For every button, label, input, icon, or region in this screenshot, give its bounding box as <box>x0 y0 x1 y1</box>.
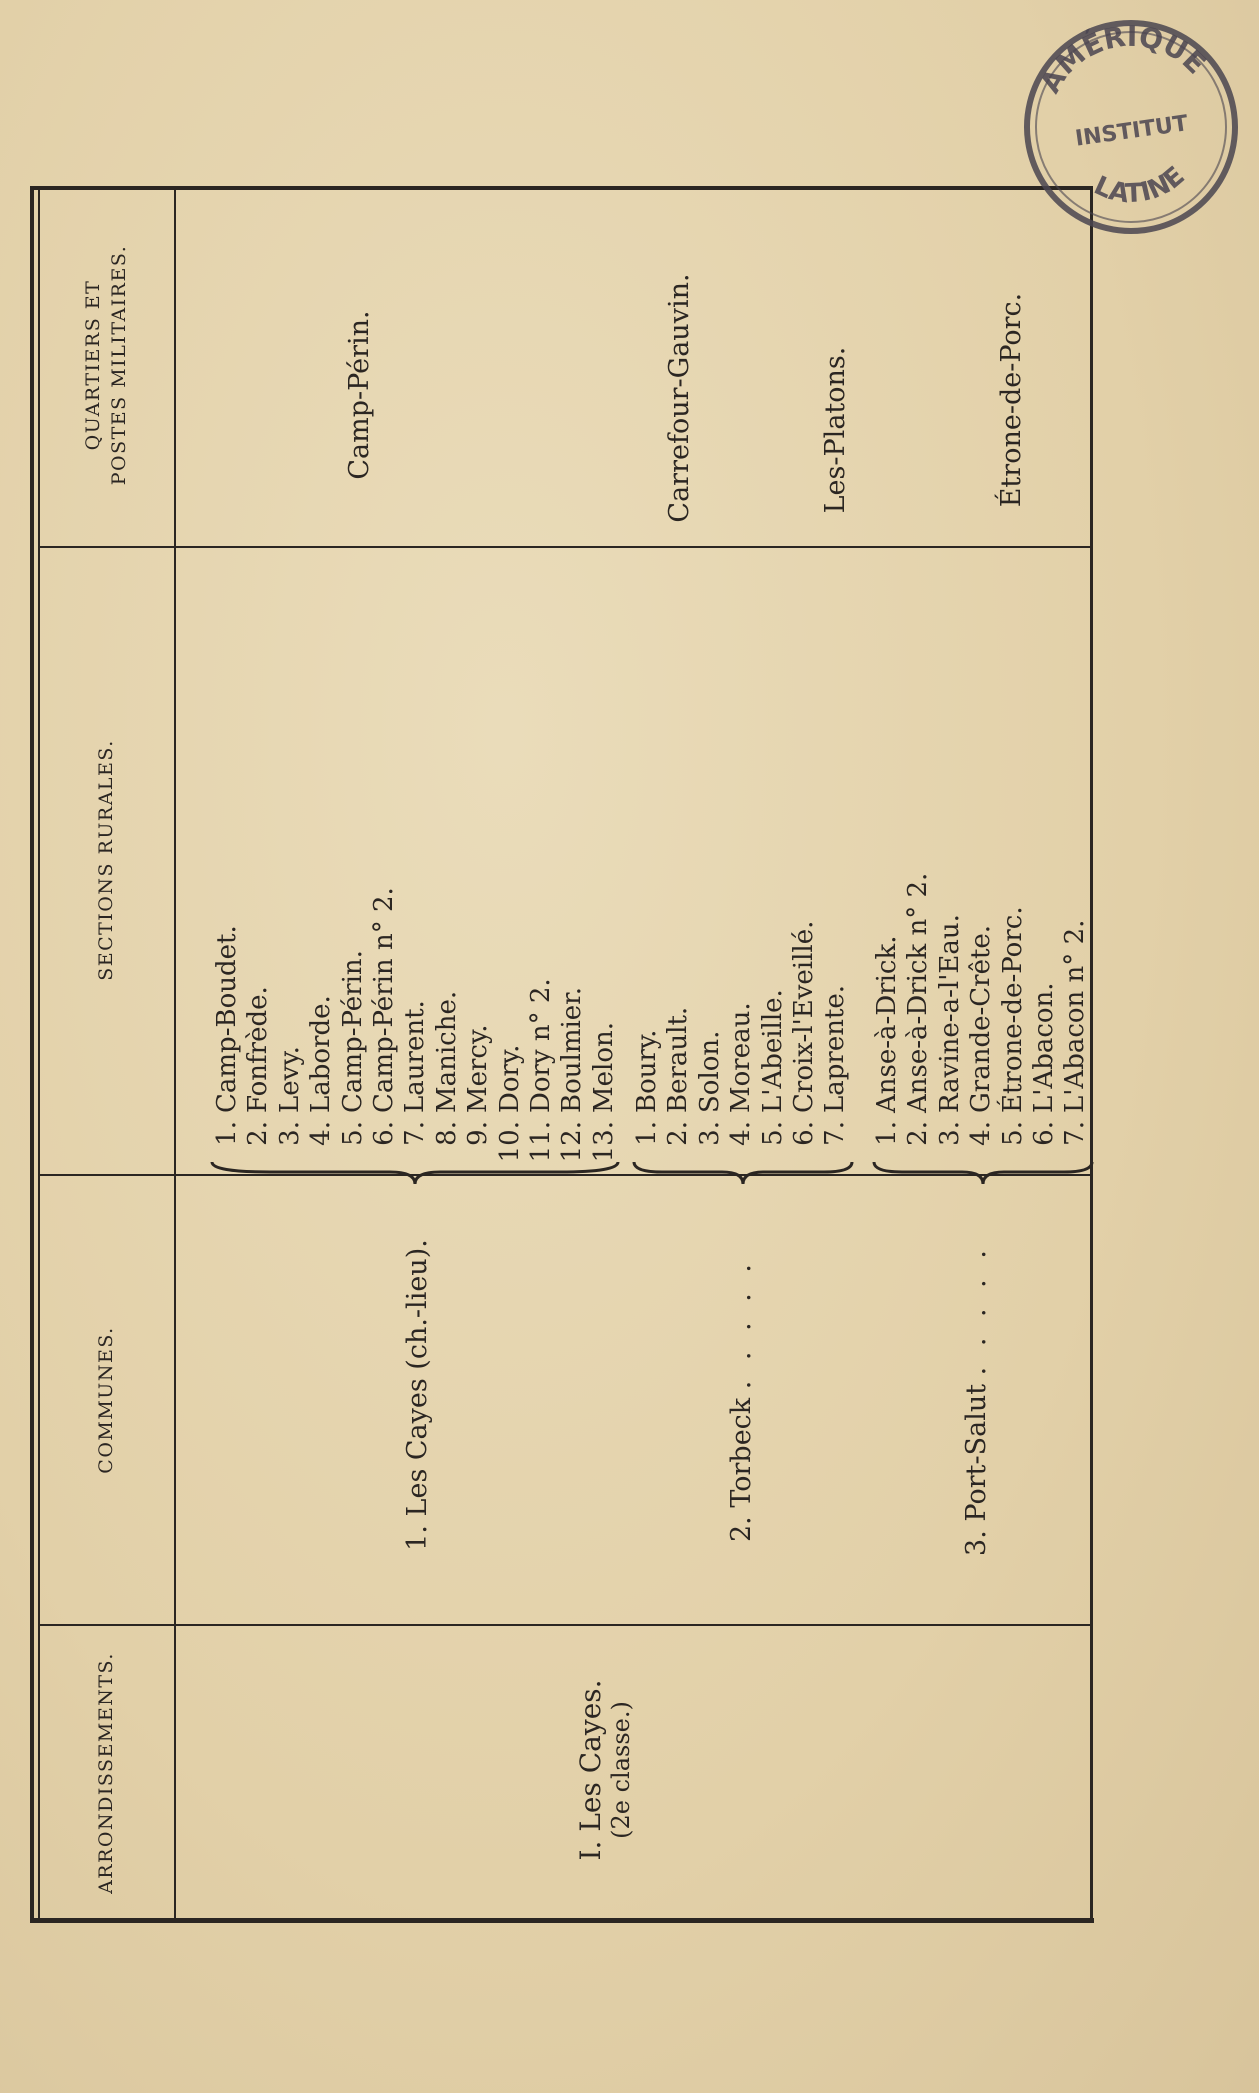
section-name: Dory n° 2. <box>526 978 557 1113</box>
section-number: 1. <box>212 1121 242 1146</box>
section-row <box>432 887 463 1165</box>
section-name: Laprente. <box>820 984 851 1113</box>
section-number: 1. <box>632 1121 662 1146</box>
quartier-4: Étrone-de-Porc. <box>996 292 1027 508</box>
section-row <box>369 887 400 1165</box>
commune-1-label: 1. Les Cayes (ch.-lieu). <box>402 1239 433 1551</box>
section-name: L'Abacon. <box>1029 982 1060 1113</box>
section-number: 12. <box>557 1121 588 1163</box>
section-row <box>463 887 494 1165</box>
section-row <box>758 921 789 1165</box>
section-name: Melon. <box>588 1022 619 1113</box>
section-name: Camp-Périn n° 2. <box>369 887 400 1113</box>
section-row <box>1029 873 1060 1165</box>
section-number: 11. <box>526 1121 557 1163</box>
section-row <box>789 921 820 1165</box>
quartier-1: Camp-Périn. <box>344 310 375 480</box>
section-list-1 <box>212 887 620 1165</box>
section-number: 6. <box>1029 1121 1060 1146</box>
section-row <box>306 887 337 1165</box>
section-name: L'Abacon n° 2. <box>1060 919 1091 1113</box>
sections-commune-1 <box>212 887 620 1165</box>
commune-1 <box>402 1239 434 1551</box>
section-name: Mercy. <box>463 1024 494 1113</box>
section-list-3 <box>872 873 1092 1165</box>
frame-top <box>30 186 1090 190</box>
commune-3-label: 3. Port-Salut <box>961 1383 992 1556</box>
sections-commune-2 <box>632 921 852 1165</box>
section-row <box>338 887 369 1165</box>
hdr-arrondissements: ARRONDISSEMENTS. <box>95 1652 117 1894</box>
section-number: 4. <box>306 1121 337 1146</box>
section-number: 9. <box>463 1121 494 1146</box>
section-row <box>998 873 1029 1165</box>
hdr-quartiers <box>80 245 132 485</box>
section-number: 13. <box>588 1121 619 1163</box>
section-name: Fonfrède. <box>243 986 274 1113</box>
section-name: Camp-Boudet. <box>212 925 242 1113</box>
section-row <box>212 887 243 1165</box>
section-row <box>526 887 557 1165</box>
divider-arr-communes <box>38 1624 1092 1626</box>
section-row <box>935 873 966 1165</box>
section-row <box>872 873 903 1165</box>
arrondissement-classe: (2e classe.) <box>607 1701 635 1839</box>
hdr-sections: SECTIONS RURALES. <box>95 739 117 981</box>
hdr-quartiers-line1: QUARTIERS ET <box>82 279 104 451</box>
section-row <box>1060 873 1091 1165</box>
section-number: 2. <box>243 1121 274 1146</box>
section-name: Levy. <box>274 1046 305 1113</box>
frame-left-inner <box>38 190 40 1920</box>
section-row <box>400 887 431 1165</box>
section-number: 6. <box>789 1121 820 1146</box>
section-row <box>726 921 757 1165</box>
commune-3 <box>961 1244 993 1556</box>
section-name: Étrone-de-Porc. <box>997 906 1028 1113</box>
arrondissement-block <box>576 1679 636 1860</box>
divider-sections-quartiers <box>38 546 1092 548</box>
section-number: 5. <box>757 1121 788 1146</box>
frame-bottom <box>30 1918 1094 1923</box>
section-list-2 <box>632 921 852 1165</box>
stamp-top-text: AMÉRIQUE <box>1033 19 1213 99</box>
section-number: 2. <box>903 1121 934 1146</box>
section-name: Dory. <box>494 1044 525 1113</box>
commune-2-label: 2. Torbeck <box>726 1397 757 1543</box>
frame-left <box>30 186 34 1922</box>
section-row <box>589 887 620 1165</box>
section-name: Maniche. <box>431 990 462 1113</box>
section-name: Anse-à-Drick. <box>872 935 902 1113</box>
section-row <box>275 887 306 1165</box>
section-number: 4. <box>726 1121 757 1146</box>
section-number: 6. <box>369 1121 400 1146</box>
section-name: Camp-Périn. <box>337 950 368 1113</box>
institute-stamp <box>1006 2 1257 253</box>
header-divider <box>174 188 176 1920</box>
section-number: 7. <box>1060 1121 1091 1146</box>
section-number: 3. <box>934 1121 965 1146</box>
commune-2-leader: . . . . . <box>726 1257 757 1390</box>
section-name: Solon. <box>694 1030 725 1113</box>
hdr-quartiers-line2: POSTES MILITAIRES. <box>108 244 130 486</box>
section-name: L'Abeille. <box>757 989 788 1113</box>
section-row <box>820 921 851 1165</box>
section-row <box>903 873 934 1165</box>
section-name: Boulmier. <box>557 986 588 1113</box>
section-name: Laborde. <box>306 995 337 1113</box>
section-number: 2. <box>663 1121 694 1146</box>
stamp-bottom-text: LATINE <box>1089 160 1191 210</box>
section-number: 4. <box>966 1121 997 1146</box>
quartier-3: Les-Platons. <box>820 346 851 514</box>
section-row <box>243 887 274 1165</box>
section-number: 7. <box>820 1121 851 1146</box>
section-name: Anse-à-Drick n° 2. <box>903 872 934 1113</box>
section-name: Berault. <box>663 1006 694 1113</box>
section-number: 1. <box>872 1121 902 1146</box>
section-name: Croix-l'Eveillé. <box>789 920 820 1113</box>
section-name: Moreau. <box>726 1002 757 1113</box>
section-name: Laurent. <box>400 1000 431 1113</box>
section-name: Boury. <box>632 1029 662 1113</box>
section-row <box>966 873 997 1165</box>
hdr-communes: COMMUNES. <box>95 1326 117 1474</box>
section-number: 3. <box>274 1121 305 1146</box>
commune-2 <box>726 1258 758 1542</box>
stamp-middle-text: INSTITUT <box>1073 111 1190 152</box>
section-number: 7. <box>400 1121 431 1146</box>
section-row <box>557 887 588 1165</box>
section-row <box>695 921 726 1165</box>
section-number: 5. <box>997 1121 1028 1146</box>
section-number: 3. <box>694 1121 725 1146</box>
section-number: 8. <box>431 1121 462 1146</box>
commune-3-leader: . . . . . <box>961 1244 992 1376</box>
section-number: 5. <box>337 1121 368 1146</box>
section-row <box>663 921 694 1165</box>
section-row <box>495 887 526 1165</box>
section-name: Ravine-a-l'Eau. <box>934 914 965 1113</box>
section-name: Grande-Crête. <box>966 924 997 1113</box>
sections-commune-3 <box>872 873 1092 1165</box>
quartier-2: Carrefour-Gauvin. <box>664 273 695 523</box>
section-number: 10. <box>494 1121 525 1163</box>
section-row <box>632 921 663 1165</box>
arrondissement-name: I. Les Cayes. <box>574 1679 607 1861</box>
